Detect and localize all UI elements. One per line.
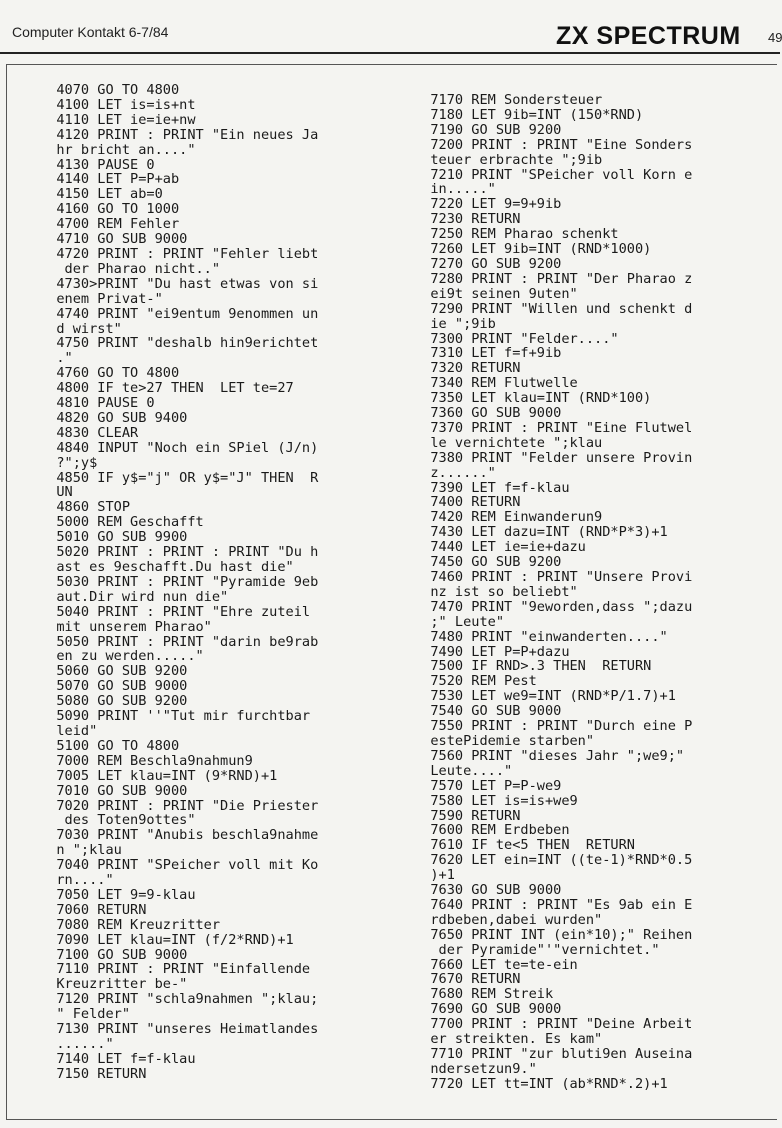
magazine-title: Computer Kontakt 6-7/84 [12,24,169,40]
listing-column-left: 4070 GO TO 4800 4100 LET is=is+nt 4110 LET ie=ie+nw 4120 PRINT : PRINT "Ein neues Ja hr bricht an...." 4130 PAUSE 0 4140 LET P=P+ab 4150 LET ab=0 4160 GO TO 1000 4700 REM Fehler 4710 GO SUB 9000 4720 PRINT : PRINT "Fehler liebt der Pharao nicht.." 4730>PRINT "Du hast etwas von si enem Privat-" 4740 PRINT "ei9entum 9enommen un d wirst" 4750 PRINT "deshalb hin9erichtet ." 4760 GO TO 4800 4800 IF te>27 THEN LET te=27 4810 PAUSE 0 4820 GO SUB 9400 4830 CLEAR 4840 INPUT "Noch ein SPiel (J/n) ?";y$ 4850 IF y$="j" OR y$="J" THEN R UN 4860 STOP 5000 REM Geschafft 5010 GO SUB 9900 5020 PRINT : PRINT : PRINT "Du h ast es 9eschafft.Du hast die" 5030 PRINT : PRINT "Pyramide 9eb aut.Dir wird nun die" 5040 PRINT : PRINT "Ehre zuteil mit unserem Pharao" 5050 PRINT : PRINT "darin be9rab en zu werden....." 5060 GO SUB 9200 5070 GO SUB 9000 5080 GO SUB 9200 5090 PRINT ''"Tut mir furchtbar leid" 5100 GO TO 4800 7000 REM Beschla9nahmun9 7005 LET klau=INT (9*RND)+1 7010 GO SUB 9000 7020 PRINT : PRINT "Die Priester des Toten9ottes" 7030 PRINT "Anubis beschla9nahme n ";klau 7040 PRINT "SPeicher voll mit Ko rn...." 7050 LET 9=9-klau 7060 RETURN 7080 REM Kreuzritter 7090 LET klau=INT (f/2*RND)+1 7100 GO SUB 9000 7110 PRINT : PRINT "Einfallende Kreuzritter be-" 7120 PRINT "schla9nahmen ";klau; " Felder" 7130 PRINT "unseres Heimatlandes ......" 7140 LET f=f-klau 7150 RETURN [56,82,319,1082]
section-title: ZX SPECTRUM [556,22,741,50]
page-number: 49 [768,30,782,45]
header-rule [0,52,780,54]
page-header [0,0,780,60]
listing-column-right: 7170 REM Sondersteuer 7180 LET 9ib=INT (150*RND) 7190 GO SUB 9200 7200 PRINT : PRINT "Eine Sonders teuer erbrachte ";9ib 7210 PRINT "SPeicher voll Korn e in....." 7220 LET 9=9+9ib 7230 RETURN 7250 REM Pharao schenkt 7260 LET 9ib=INT (RND*1000) 7270 GO SUB 9200 7280 PRINT : PRINT "Der Pharao z ei9t seinen 9uten" 7290 PRINT "Willen und schenkt d ie ";9ib 7300 PRINT "Felder...." 7310 LET f=f+9ib 7320 RETURN 7340 REM Flutwelle 7350 LET klau=INT (RND*100) 7360 GO SUB 9000 7370 PRINT : PRINT "Eine Flutwel le vernichtete ";klau 7380 PRINT "Felder unsere Provin z......" 7390 LET f=f-klau 7400 RETURN 7420 REM Einwanderun9 7430 LET dazu=INT (RND*P*3)+1 7440 LET ie=ie+dazu 7450 GO SUB 9200 7460 PRINT : PRINT "Unsere Provi nz ist so beliebt" 7470 PRINT "9eworden,dass ";dazu ;" Leute" 7480 PRINT "einwanderten...." 7490 LET P=P+dazu 7500 IF RND>.3 THEN RETURN 7520 REM Pest 7530 LET we9=INT (RND*P/1.7)+1 7540 GO SUB 9000 7550 PRINT : PRINT "Durch eine P estePidemie starben" 7560 PRINT "dieses Jahr ";we9;" Leute...." 7570 LET P=P-we9 7580 LET is=is+we9 7590 RETURN 7600 REM Erdbeben 7610 IF te<5 THEN RETURN 7620 LET ein=INT ((te-1)*RND*0.5 )+1 7630 GO SUB 9000 7640 PRINT : PRINT "Es 9ab ein E rdbeben,dabei wurden" 7650 PRINT INT (ein*10);" Reihen der Pyramide"'"vernichtet." 7660 LET te=te-ein 7670 RETURN 7680 REM Streik 7690 GO SUB 9000 7700 PRINT : PRINT "Deine Arbeit er streikten. Es kam" 7710 PRINT "zur bluti9en Auseina ndersetzun9." 7720 LET tt=INT (ab*RND*.2)+1 [430,92,693,1092]
